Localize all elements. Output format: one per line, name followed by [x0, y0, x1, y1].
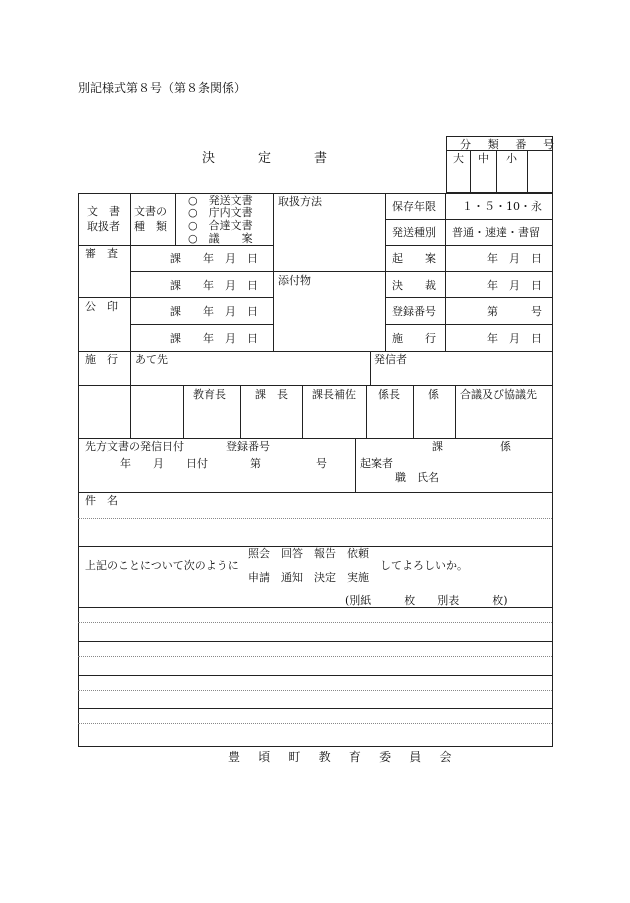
seal-date-2: 課 年 月 日: [170, 332, 258, 345]
approver-deputy-chief: 課長補佐: [312, 388, 356, 401]
registration-label: 登録番号: [392, 305, 436, 318]
review-label: 審 査: [85, 247, 118, 260]
drafter-label: 起案者: [360, 457, 393, 470]
classification-middle: 中: [478, 152, 489, 165]
draft-label: 起 案: [392, 252, 436, 265]
delivery-value: 普通・速達・書留: [452, 226, 540, 239]
body-options-top: 照会 回答 報告 依頼: [248, 547, 369, 560]
seal-date-1: 課 年 月 日: [170, 305, 258, 318]
classification-major: 大: [453, 152, 464, 165]
doc-type-option-joint: ○ 合達文書: [188, 219, 253, 232]
attachments-label: 添付物: [278, 274, 311, 287]
enforce-label: 施 行: [85, 353, 118, 366]
delivery-label: 発送種別: [392, 226, 436, 239]
drafter-title-name: 職 氏名: [395, 471, 439, 484]
doc-handler-label-2: 取扱者: [87, 220, 120, 233]
sender-label: 発信者: [374, 353, 407, 366]
classification-minor: 小: [506, 152, 517, 165]
retention-label: 保存年限: [392, 200, 436, 213]
doc-title-2: 定: [258, 151, 272, 166]
approver-section-chief: 課 長: [255, 388, 288, 401]
counterpart-reg-label: 登録番号: [226, 440, 270, 453]
seal-label: 公 印: [85, 300, 118, 313]
doc-type-option-outgoing: ○ 発送文書: [188, 194, 253, 207]
review-date-1: 課 年 月 日: [170, 252, 258, 265]
recipient-label: あて先: [135, 353, 168, 366]
review-date-2: 課 年 月 日: [170, 279, 258, 292]
form-label: 別記様式第８号（第８条関係）: [78, 81, 247, 95]
approver-consultation: 合議及び協議先: [460, 388, 537, 401]
approver-subsection-chief: 係長: [378, 388, 400, 401]
footer-organization: 豊 頃 町 教 育 委 員 会: [228, 750, 459, 764]
counterpart-date-label: 先方文書の発信日付: [85, 440, 184, 453]
body-suffix: してよろしいか。: [380, 559, 468, 572]
counterpart-date-value: 年 月 日付: [120, 457, 208, 470]
drafter-subsection: 係: [500, 440, 511, 453]
doc-type-option-internal: ○ 庁内文書: [188, 206, 253, 219]
approver-superintendent: 教育長: [193, 388, 226, 401]
doc-title-1: 決: [202, 151, 216, 166]
body-options-bottom: 申請 通知 決定 実施: [248, 571, 369, 584]
enforcement-date: 年 月 日: [487, 332, 542, 345]
counterpart-reg-value: 第 号: [250, 457, 327, 470]
registration-value: 第 号: [487, 305, 542, 318]
handling-method-label: 取扱方法: [278, 195, 322, 208]
doc-type-option-bill: ○ 議 案: [188, 232, 253, 245]
subject-label: 件 名: [85, 494, 118, 507]
attachment-note: (別紙 枚 別表 枚): [345, 594, 508, 607]
approval-date: 年 月 日: [487, 279, 542, 292]
approval-label: 決 裁: [392, 279, 436, 292]
drafter-section: 課: [432, 440, 443, 453]
enforcement-label: 施 行: [392, 332, 436, 345]
doc-type-label-2: 種 類: [134, 220, 167, 233]
classification-header: 分 類 番 号: [460, 138, 561, 151]
doc-type-label-1: 文書の: [134, 205, 167, 218]
doc-handler-label-1: 文 書: [87, 205, 120, 218]
draft-date: 年 月 日: [487, 252, 542, 265]
doc-title-3: 書: [314, 151, 328, 166]
form-frame: [78, 193, 553, 747]
retention-value: １・５・10・永: [462, 200, 542, 213]
body-prefix: 上記のことについて次のように: [85, 559, 239, 572]
approver-staff: 係: [428, 388, 439, 401]
